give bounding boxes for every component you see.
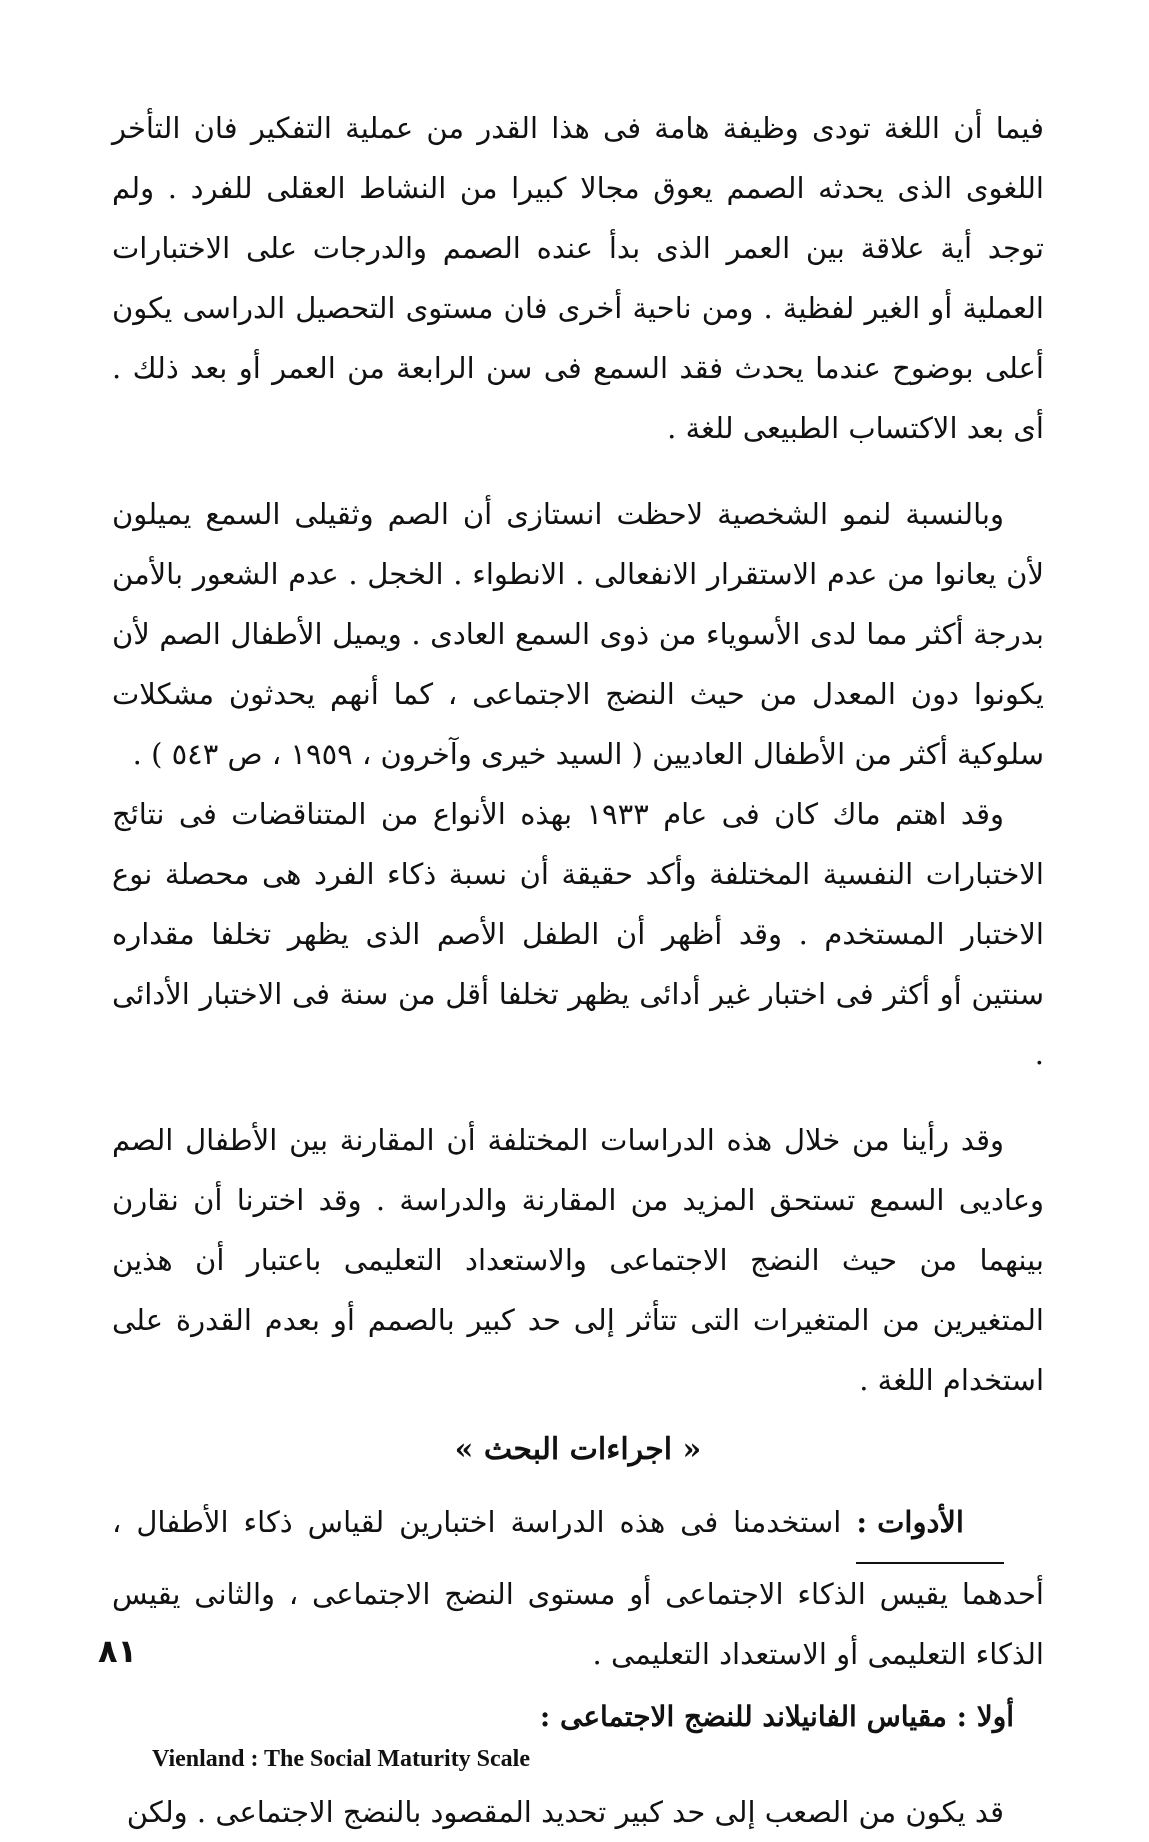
paragraph-3: وقد اهتم ماك كان فى عام ١٩٣٣ بهذه الأنواع من المتناقضات فى نتائج الاختبارات النفسية المختلفة وأكد حقيقة أن نسبة ذكاء الفرد هى محصلة نوع الاختبار المستخدم . وقد أظهر أن الطفل الأصم الذى يظهر تخلفا مقداره سنتين أو أكثر فى اختبار غير أدائى يظهر تخلفا أقل من سنة فى الاختبار الأدائى . (112, 797, 1044, 1071)
page-body (112, 98, 1044, 1742)
page-body-continued (112, 1782, 1044, 1842)
tools-paragraph (112, 1492, 1044, 1684)
paragraph-4: وقد رأينا من خلال هذه الدراسات المختلفة أن المقارنة بين الأطفال الصم وعاديى السمع تستحق المزيد من المقارنة والدراسة . وقد اخترنا أن نقارن بينهما من حيث النضج الاجتماعى والاستعداد التعليمى باعتبار أن هذين المتغيرين من المتغيرات التى تتأثر إلى حد كبير بالصمم أو بعدم القدرة على استخدام اللغة . (112, 1123, 1044, 1397)
subsection-heading-english: Vienland : The Social Maturity Scale (152, 1746, 530, 1772)
last-paragraph: قد يكون من الصعب إلى حد كبير تحديد المقصود بالنضج الاجتماعى . ولكن (126, 1795, 1004, 1829)
paragraph-2: وبالنسبة لنمو الشخصية لاحظت انستازى أن الصم وثقيلى السمع يميلون لأن يعانوا من عدم الاستقرار الانفعالى . الانطواء . الخجل . عدم الشعور بالأمن بدرجة أكثر مما لدى الأسوياء من ذوى السمع العادى . ويميل الأطفال الصم لأن يكونوا دون المعدل من حيث النضج الاجتماعى ، كما أنهم يحدثون مشكلات سلوكية أكثر من الأطفال العاديين ( السيد خيرى وآخرون ، ١٩٥٩ ، ص ٥٤٣ ) . (112, 497, 1044, 771)
paragraph-gap (112, 1084, 1044, 1110)
paragraph-gap (112, 458, 1044, 484)
page-number: ٨١ (98, 1632, 138, 1670)
tools-label: الأدوات : (856, 1492, 1004, 1564)
paragraph-1: فيما أن اللغة تودى وظيفة هامة فى هذا القدر من عملية التفكير فان التأخر اللغوى الذى يحدثه الصمم يعوق مجالا كبيرا من النشاط العقلى للفرد . ولم توجد أية علاقة بين العمر الذى بدأ عنده الصمم والدرجات على الاختبارات العملية أو الغير لفظية . ومن ناحية أخرى فان مستوى التحصيل الدراسى يكون أعلى بوضوح عندما يحدث فقد السمع فى سن الرابعة من العمر أو بعد ذلك . أى بعد الاكتساب الطبيعى للغة . (112, 111, 1044, 445)
subsection-heading-arabic: أولا : مقياس الفانيلاند للنضج الاجتماعى : (539, 1700, 1014, 1733)
tools-text: استخدمنا فى هذه الدراسة اختبارين لقياس ذكاء الأطفال ، أحدهما يقيس الذكاء الاجتماعى أو مستوى النضج الاجتماعى ، والثانى يقيس الذكاء التعليمى أو الاستعداد التعليمى . (112, 1505, 1044, 1671)
section-heading: « اجراءات البحث » (454, 1432, 702, 1467)
